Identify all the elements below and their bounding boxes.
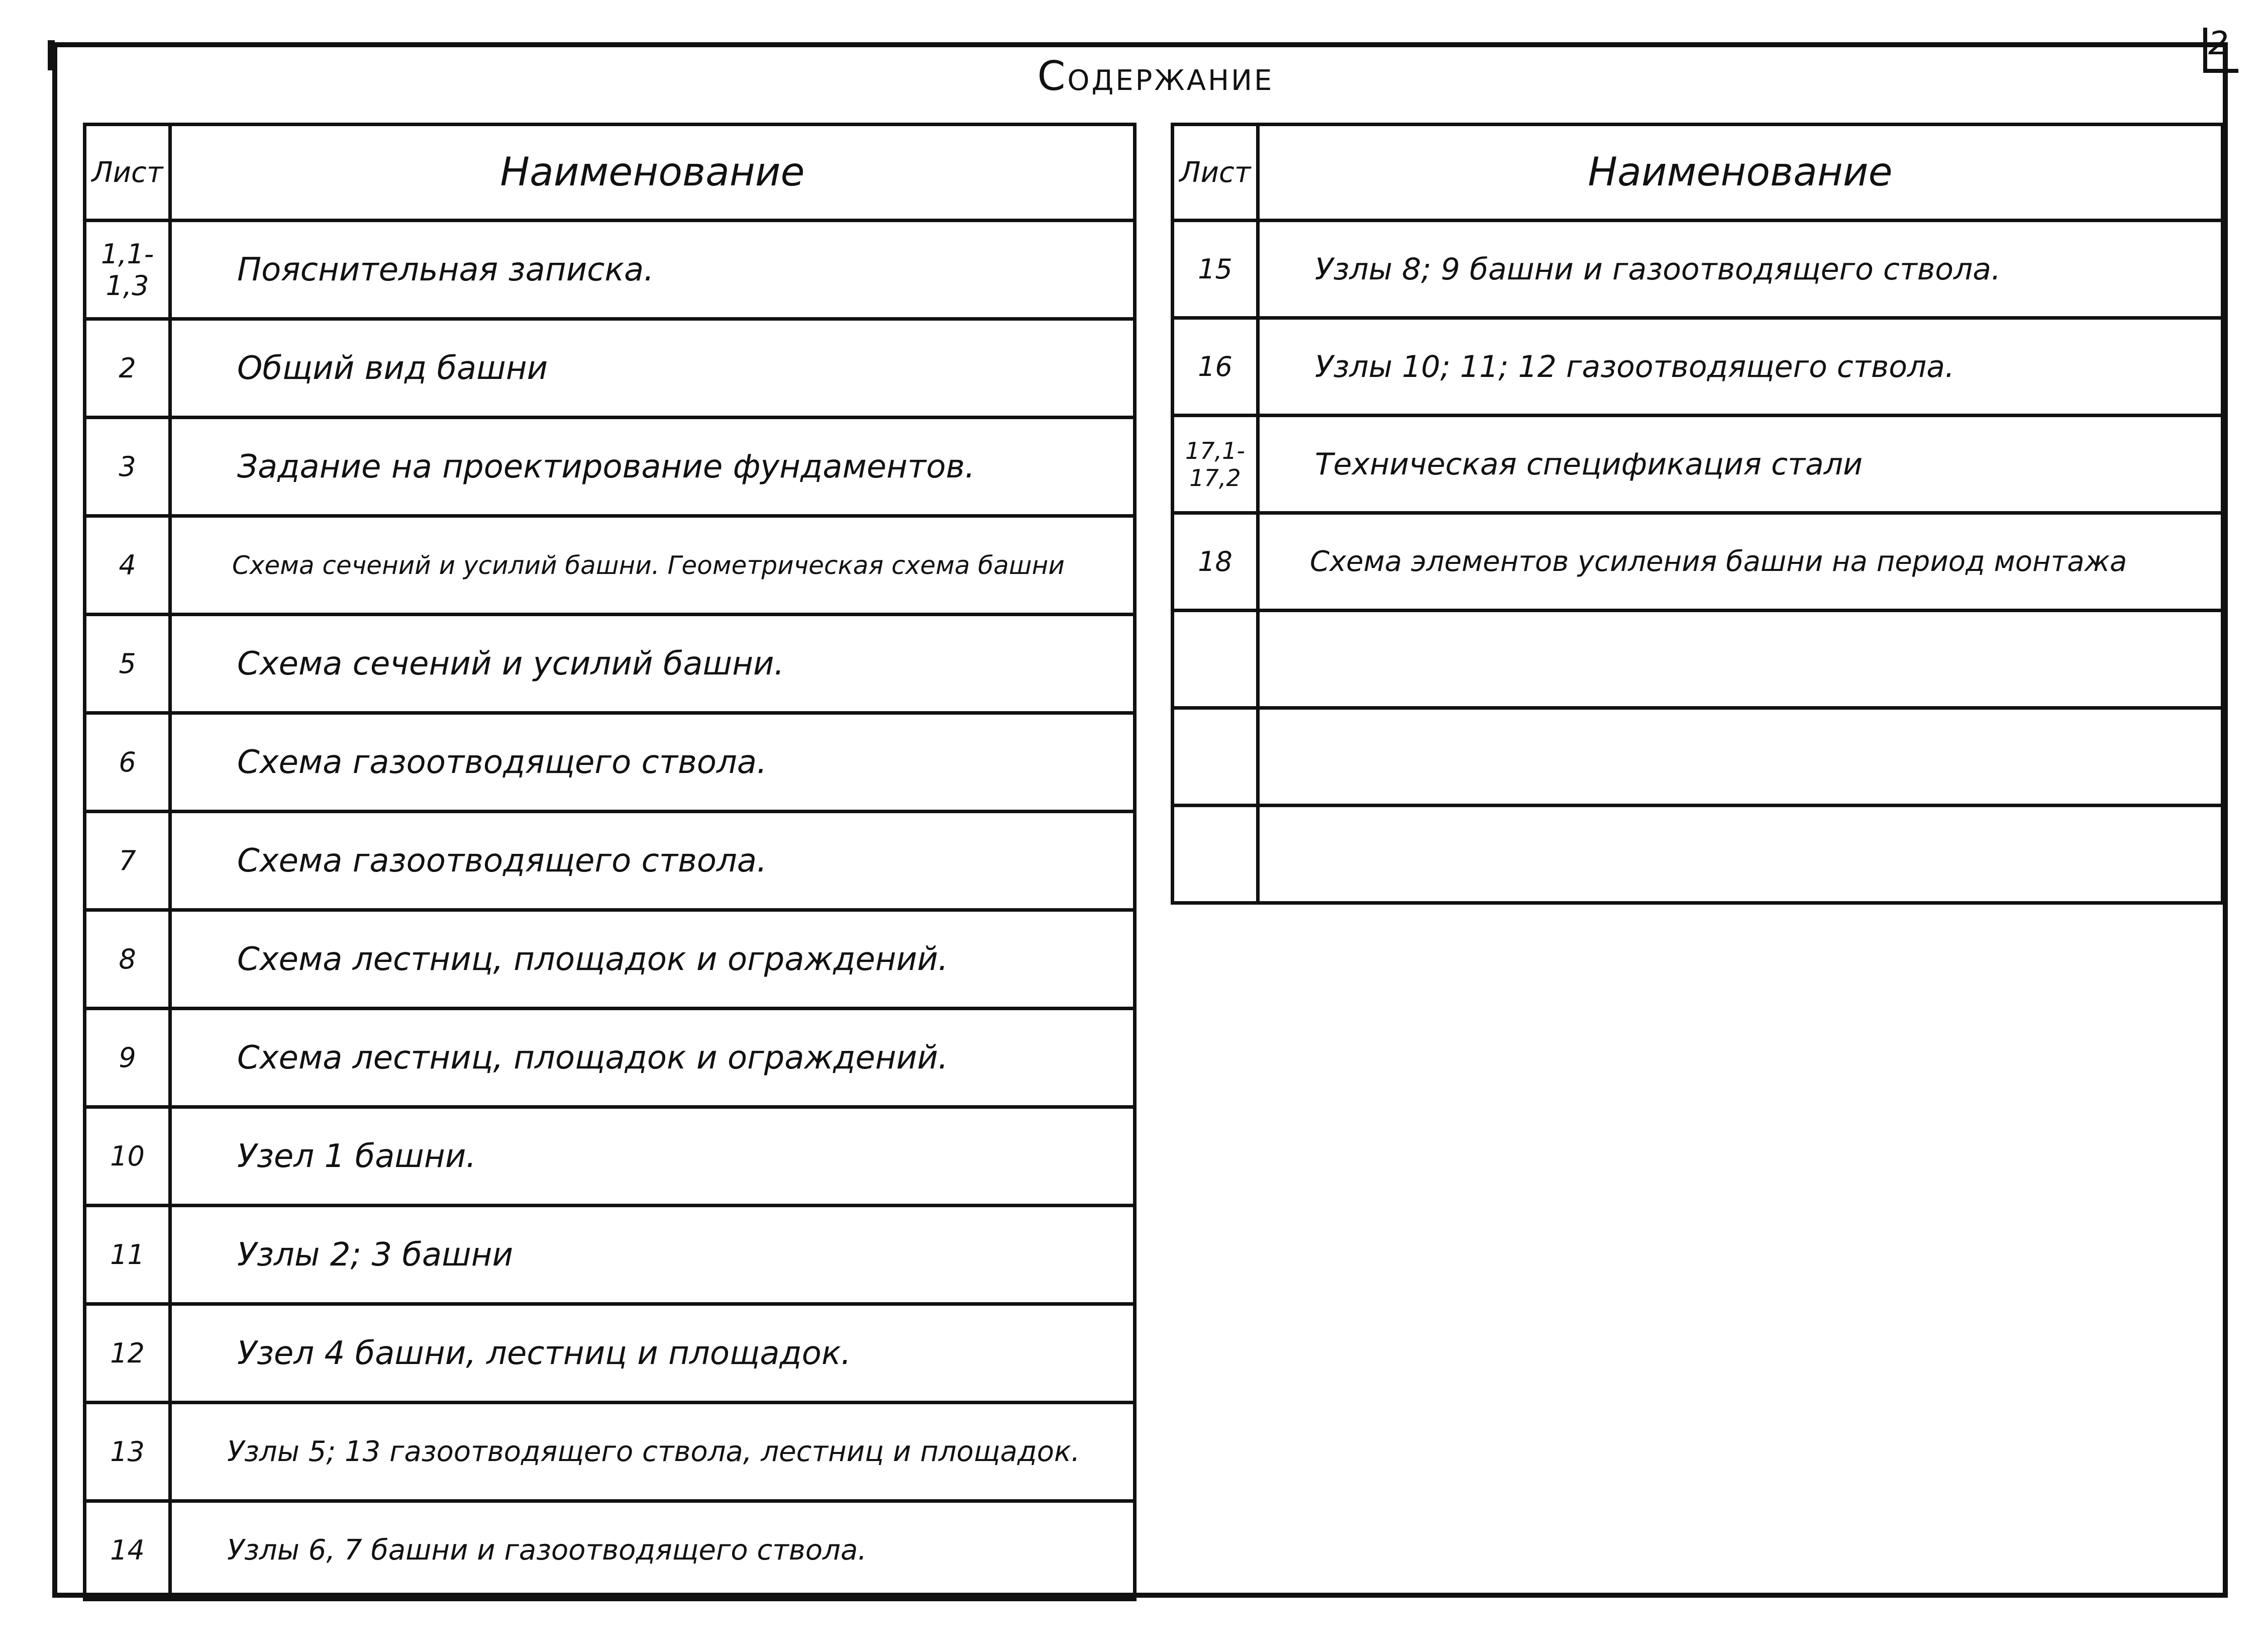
name-cell: Схема сечений и усилий башни. Геометрическая схема башни: [170, 516, 1135, 615]
sheet-cell: 3: [85, 418, 170, 516]
sheet-cell: 14: [85, 1501, 170, 1600]
name-cell: Схема сечений и усилий башни.: [170, 615, 1135, 713]
name-cell: [1258, 708, 2223, 806]
sheet-cell: 10: [85, 1107, 170, 1206]
table-row: [85, 319, 1135, 418]
name-cell: Узлы 5; 13 газоотводящего ствола, лестниц и площадок.: [170, 1403, 1135, 1501]
table-row: [85, 1304, 1135, 1403]
name-cell: Схема элементов усиления башни на период монтажа: [1258, 513, 2223, 611]
sheet-cell: 12: [85, 1304, 170, 1403]
name-cell: Схема лестниц, площадок и ограждений.: [170, 910, 1135, 1009]
frame-corner-mark: [48, 40, 55, 70]
name-cell: Узлы 8; 9 башни и газоотводящего ствола.: [1258, 221, 2223, 318]
table-row: [1173, 221, 2223, 318]
sheet-cell: [1173, 708, 1258, 806]
sheet-cell: 1,1-1,3: [85, 221, 170, 319]
name-cell: Схема газоотводящего ствола.: [170, 812, 1135, 910]
column-header-name: Наименование: [1258, 125, 2223, 221]
sheet-cell: 11: [85, 1206, 170, 1304]
table-row: [85, 1009, 1135, 1107]
name-cell: Общий вид башни: [170, 319, 1135, 418]
sheet-cell: 18: [1173, 513, 1258, 611]
table-row: [85, 1403, 1135, 1501]
column-header-sheet: Лист: [1173, 125, 1258, 221]
table-row: [1173, 806, 2223, 903]
name-cell: Узлы 10; 11; 12 газоотводящего ствола.: [1258, 318, 2223, 416]
table-row: [85, 221, 1135, 319]
sheet-cell: 2: [85, 319, 170, 418]
table-row: [85, 812, 1135, 910]
name-cell: Узлы 6, 7 башни и газоотводящего ствола.: [170, 1501, 1135, 1600]
table-row: [1173, 708, 2223, 806]
page-title: Содержание: [1037, 53, 1274, 100]
table-row: [85, 1501, 1135, 1600]
sheet-cell: [1173, 806, 1258, 903]
table-row: [85, 1107, 1135, 1206]
sheet-cell: 4: [85, 516, 170, 615]
sheet-cell: 15: [1173, 221, 1258, 318]
name-cell: [1258, 806, 2223, 903]
table-row: [85, 1206, 1135, 1304]
table-row: [1173, 416, 2223, 513]
name-cell: Пояснительная записка.: [170, 221, 1135, 319]
name-cell: [1258, 611, 2223, 708]
sheet-cell: 9: [85, 1009, 170, 1107]
name-cell: Задание на проектирование фундаментов.: [170, 418, 1135, 516]
name-cell: Узел 4 башни, лестниц и площадок.: [170, 1304, 1135, 1403]
name-cell: Узлы 2; 3 башни: [170, 1206, 1135, 1304]
name-cell: Техническая спецификация стали: [1258, 416, 2223, 513]
table-row: [1173, 513, 2223, 611]
table-row: [1173, 611, 2223, 708]
contents-table-left: [83, 123, 1137, 1601]
table-row: [85, 713, 1135, 812]
sheet-cell: [1173, 611, 1258, 708]
table-row: [85, 418, 1135, 516]
column-header-sheet: Лист: [85, 125, 170, 221]
sheet-cell: 8: [85, 910, 170, 1009]
table-row: [85, 615, 1135, 713]
table-row: [1173, 318, 2223, 416]
table-header-row: [1173, 125, 2223, 221]
sheet-cell: 16: [1173, 318, 1258, 416]
name-cell: Узел 1 башни.: [170, 1107, 1135, 1206]
table-row: [85, 910, 1135, 1009]
sheet-number: 2: [2208, 25, 2229, 62]
name-cell: Схема лестниц, площадок и ограждений.: [170, 1009, 1135, 1107]
sheet-cell: 13: [85, 1403, 170, 1501]
table-header-row: [85, 125, 1135, 221]
sheet-cell: 17,1-17,2: [1173, 416, 1258, 513]
sheet-cell: 5: [85, 615, 170, 713]
sheet-cell: 6: [85, 713, 170, 812]
sheet-cell: 7: [85, 812, 170, 910]
contents-table-right: [1171, 123, 2224, 905]
column-header-name: Наименование: [170, 125, 1135, 221]
name-cell: Схема газоотводящего ствола.: [170, 713, 1135, 812]
table-row: [85, 516, 1135, 615]
